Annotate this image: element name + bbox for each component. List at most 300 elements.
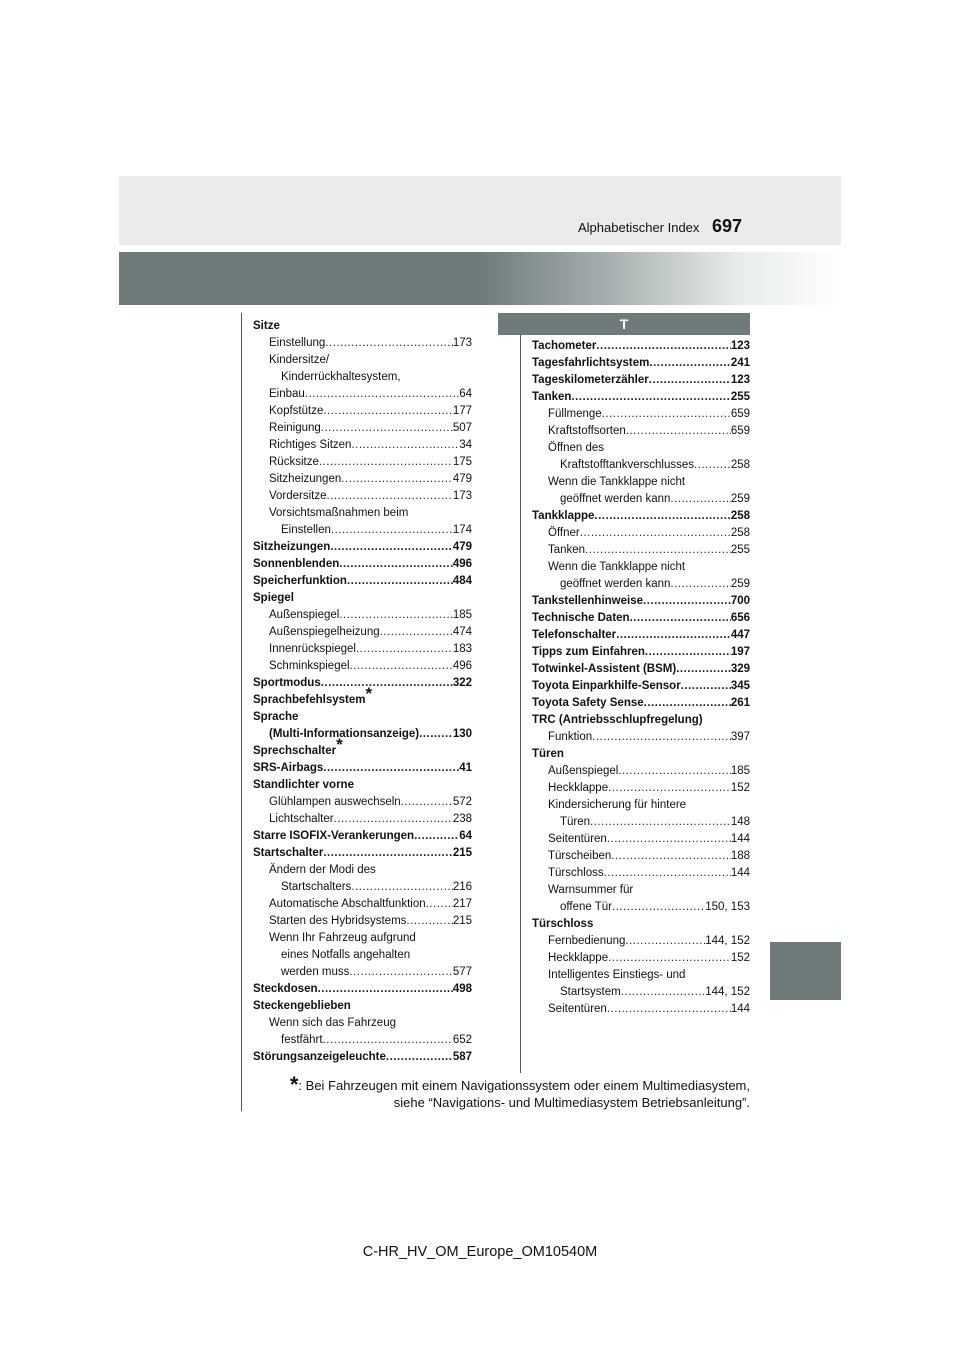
index-entry: [253, 828, 472, 845]
index-term: Kopfstütze: [269, 405, 324, 417]
index-term: Außenspiegel: [269, 609, 340, 621]
index-term: Wenn die Tankklappe nicht: [548, 561, 686, 573]
index-term: Sportmodus: [253, 677, 321, 689]
index-heading: [253, 318, 472, 335]
index-term: Seitentüren: [548, 833, 607, 845]
index-entry: [532, 644, 750, 661]
index-term: Startschalter: [253, 847, 324, 859]
index-entry: [253, 335, 472, 352]
index-term: Tankklappe: [532, 510, 595, 522]
index-entry: [253, 607, 472, 624]
index-entry: [532, 406, 750, 423]
footnote-line-1: : Bei Fahrzeugen mit einem Navigationssystem oder einem Multimediasystem,: [298, 1078, 750, 1093]
dot-leader: [323, 403, 452, 420]
page-reference: 144, 152: [705, 986, 750, 998]
index-entry: [532, 729, 750, 746]
index-term: festfährt: [281, 1034, 323, 1046]
page-reference: 659: [730, 408, 750, 420]
dot-leader: [618, 763, 730, 780]
page-reference: 185: [452, 609, 472, 621]
page-reference: 41: [459, 762, 472, 774]
page-reference: 238: [452, 813, 472, 825]
dot-leader: [608, 780, 731, 797]
dot-leader: [630, 610, 731, 627]
index-column-left: [253, 318, 472, 1066]
page-reference: 255: [730, 391, 750, 403]
page-reference: 148: [730, 816, 750, 828]
index-entry: [532, 457, 750, 474]
index-entry: [253, 675, 472, 692]
page-reference: 496: [452, 558, 472, 570]
index-term: Lichtschalter: [269, 813, 334, 825]
dot-leader: [590, 814, 731, 831]
page-reference: 261: [730, 697, 750, 709]
index-heading: [253, 709, 472, 726]
index-entry: [253, 726, 472, 743]
index-heading: [532, 797, 750, 814]
index-term: (Multi-Informationsanzeige): [269, 728, 420, 740]
index-term: Warnsummer für: [548, 884, 634, 896]
dot-leader: [325, 335, 453, 352]
index-entry: [253, 811, 472, 828]
page-reference: 507: [452, 422, 472, 434]
dot-leader: [414, 828, 459, 845]
index-term: Wenn die Tankklappe nicht: [548, 476, 686, 488]
index-entry: [532, 865, 750, 882]
footnote-star: *: [289, 1072, 299, 1097]
page-reference: 329: [730, 663, 750, 675]
page-reference: 144: [730, 833, 750, 845]
dot-leader: [670, 576, 730, 593]
page-reference: 185: [730, 765, 750, 777]
index-term: Sprachbefehlsystem: [253, 694, 366, 706]
dot-leader: [607, 1001, 731, 1018]
index-entry: [532, 831, 750, 848]
index-term: Ändern der Modi des: [269, 864, 376, 876]
index-entry: [253, 981, 472, 998]
page-reference: 700: [730, 595, 750, 607]
dot-leader: [626, 423, 731, 440]
index-term: Seitentüren: [548, 1003, 607, 1015]
index-entry: [253, 896, 472, 913]
page-reference: 123: [730, 374, 750, 386]
index-term: Starre ISOFIX-Verankerungen: [253, 830, 415, 842]
index-heading: [253, 505, 472, 522]
index-heading: [532, 440, 750, 457]
letter-heading: T: [498, 313, 750, 335]
dot-leader: [380, 624, 453, 641]
index-entry: [532, 950, 750, 967]
page-reference: 447: [730, 629, 750, 641]
page-reference: 64: [459, 388, 472, 400]
page-reference: 144: [730, 867, 750, 879]
dot-leader: [305, 386, 459, 403]
page-reference: 173: [452, 337, 472, 349]
index-entry: [253, 641, 472, 658]
page-number: 697: [712, 216, 743, 236]
index-term: Außenspiegel: [548, 765, 619, 777]
index-entry: [532, 627, 750, 644]
footnote: [253, 1072, 750, 1111]
page-reference: 397: [730, 731, 750, 743]
index-term: Türen: [532, 748, 564, 760]
index-heading: [253, 998, 472, 1015]
dot-leader: [643, 593, 731, 610]
index-term: Sitzheizungen: [269, 473, 342, 485]
index-term: Sitzheizungen: [253, 541, 331, 553]
dot-leader: [611, 848, 731, 865]
index-entry: [532, 355, 750, 372]
index-term: Standlichter vorne: [253, 779, 354, 791]
index-term: Steckengeblieben: [253, 1000, 351, 1012]
index-term: Tagesfahrlichtsystem: [532, 357, 650, 369]
middle-column-rule: [520, 333, 521, 1073]
index-entry: [253, 386, 472, 403]
index-term: Türen: [560, 816, 591, 828]
footnote-marker: *: [336, 735, 343, 754]
index-term: Wenn sich das Fahrzeug: [269, 1017, 396, 1029]
index-entry: [253, 556, 472, 573]
index-entry: [253, 624, 472, 641]
index-term: Tankstellenhinweise: [532, 595, 643, 607]
dot-leader: [621, 984, 706, 1001]
index-entry: [253, 913, 472, 930]
index-entry: [532, 763, 750, 780]
index-entry: [532, 372, 750, 389]
page-reference: 177: [452, 405, 472, 417]
dot-leader: [694, 457, 731, 474]
page-reference: 258: [730, 510, 750, 522]
page-reference: 659: [730, 425, 750, 437]
index-entry: [532, 593, 750, 610]
page-reference: 34: [459, 439, 472, 451]
index-entry: [532, 848, 750, 865]
index-entry: [532, 542, 750, 559]
index-entry: [253, 403, 472, 420]
index-term: Vorsichtsmaßnahmen beim: [269, 507, 409, 519]
index-heading: [532, 712, 750, 729]
dot-leader: [321, 675, 453, 692]
page-reference: 216: [452, 881, 472, 893]
decorative-band: [119, 252, 841, 305]
dot-leader: [406, 913, 452, 930]
index-term: Einstellen: [281, 524, 331, 536]
index-entry: [253, 964, 472, 981]
page-reference: 255: [730, 544, 750, 556]
dot-leader: [331, 522, 453, 539]
index-term: Innenrückspiegel: [269, 643, 356, 655]
index-entry: [532, 508, 750, 525]
index-term: Tageskilometerzähler: [532, 374, 649, 386]
page-reference: 259: [730, 493, 750, 505]
index-heading: [253, 684, 472, 709]
dot-leader: [602, 406, 731, 423]
index-term: Fernbedienung: [548, 935, 626, 947]
index-term: Steckdosen: [253, 983, 318, 995]
index-term: Tachometer: [532, 340, 597, 352]
index-column-right: [532, 338, 750, 1018]
dot-leader: [321, 420, 453, 437]
index-term: Rücksitze: [269, 456, 319, 468]
page-reference: 215: [452, 915, 472, 927]
index-entry: [532, 1001, 750, 1018]
index-term: Füllmenge: [548, 408, 602, 420]
index-term: Funktion: [548, 731, 593, 743]
index-entry: [253, 794, 472, 811]
index-entry: [532, 389, 750, 406]
index-entry: [253, 420, 472, 437]
index-term: Automatische Abschaltfunktion: [269, 898, 426, 910]
page-reference: 496: [452, 660, 472, 672]
dot-leader: [339, 556, 453, 573]
index-term: Kindersitze/: [269, 354, 330, 366]
page-reference: 656: [730, 612, 750, 624]
index-term: Toyota Safety Sense: [532, 697, 644, 709]
index-heading: [253, 352, 472, 369]
index-entry: [253, 437, 472, 454]
dot-leader: [681, 678, 731, 695]
index-term: Kraftstoffsorten: [548, 425, 626, 437]
index-term: Sprechschalter: [253, 745, 337, 757]
page-reference: 215: [452, 847, 472, 859]
index-term: Schminkspiegel: [269, 660, 350, 672]
dot-leader: [616, 627, 731, 644]
dot-leader: [580, 525, 731, 542]
index-heading: [532, 967, 750, 984]
page-reference: 175: [452, 456, 472, 468]
dot-leader: [596, 338, 730, 355]
dot-leader: [323, 845, 453, 862]
page-reference: 152: [730, 952, 750, 964]
index-entry: [532, 780, 750, 797]
index-term: Störungsanzeigeleuchte: [253, 1051, 386, 1063]
index-term: Intelligentes Einstiegs- und: [548, 969, 686, 981]
page-reference: 123: [730, 340, 750, 352]
dot-leader: [349, 964, 452, 981]
index-entry: [532, 610, 750, 627]
page-reference: 572: [452, 796, 472, 808]
dot-leader: [604, 865, 731, 882]
index-term: eines Notfalls angehalten: [281, 949, 411, 961]
index-term: Glühlampen auswechseln: [269, 796, 401, 808]
footnote-line-2: siehe “Navigations- und Multimediasystem Betriebsanleitung”.: [393, 1095, 750, 1110]
dot-leader: [401, 794, 453, 811]
index-entry: [253, 539, 472, 556]
index-entry: [532, 423, 750, 440]
dot-leader: [334, 811, 453, 828]
page-reference: 479: [452, 541, 472, 553]
page-reference: 183: [452, 643, 472, 655]
dot-leader: [608, 950, 731, 967]
index-term: Sprache: [253, 711, 299, 723]
index-heading: [253, 947, 472, 964]
index-heading: [253, 862, 472, 879]
dot-leader: [585, 542, 731, 559]
index-heading: [532, 474, 750, 491]
index-term: Toyota Einparkhilfe-Sensor: [532, 680, 681, 692]
index-heading: [532, 559, 750, 576]
dot-leader: [649, 355, 730, 372]
index-term: werden muss: [281, 966, 350, 978]
index-entry: [532, 525, 750, 542]
index-heading: [253, 777, 472, 794]
page-reference: 474: [452, 626, 472, 638]
index-term: Öffner: [548, 527, 580, 539]
page-reference: 498: [452, 983, 472, 995]
dot-leader: [356, 641, 453, 658]
page-reference: 150, 153: [705, 901, 750, 913]
index-entry: [253, 488, 472, 505]
dot-leader: [347, 573, 453, 590]
index-term: Starten des Hybridsystems: [269, 915, 407, 927]
dot-leader: [426, 896, 453, 913]
index-entry: [253, 879, 472, 896]
index-heading: [532, 916, 750, 933]
page-reference: 241: [730, 357, 750, 369]
index-entry: [253, 454, 472, 471]
index-entry: [253, 845, 472, 862]
dot-leader: [327, 488, 453, 505]
index-term: SRS-Airbags: [253, 762, 324, 774]
dot-leader: [419, 726, 453, 743]
index-term: Sitze: [253, 320, 280, 332]
dot-leader: [607, 831, 731, 848]
page-reference: 152: [730, 782, 750, 794]
index-term: Türschloss: [532, 918, 594, 930]
index-entry: [532, 491, 750, 508]
dot-leader: [625, 933, 705, 950]
page-reference: 577: [452, 966, 472, 978]
page-reference: 258: [730, 459, 750, 471]
page-reference: 322: [452, 677, 472, 689]
index-term: Reinigung: [269, 422, 321, 434]
dot-leader: [318, 981, 453, 998]
page-reference: 345: [730, 680, 750, 692]
index-entry: [253, 658, 472, 675]
page-reference: 144: [730, 1003, 750, 1015]
index-term: Türscheiben: [548, 850, 612, 862]
index-term: Wenn Ihr Fahrzeug aufgrund: [269, 932, 416, 944]
index-term: geöffnet werden kann: [560, 578, 671, 590]
dot-leader: [594, 508, 730, 525]
index-term: Einbau: [269, 388, 305, 400]
dot-leader: [676, 661, 731, 678]
page-reference: 652: [452, 1034, 472, 1046]
page-reference: 197: [730, 646, 750, 658]
index-term: geöffnet werden kann: [560, 493, 671, 505]
document-code: C-HR_HV_OM_Europe_OM10540M: [362, 1244, 598, 1260]
index-heading: [253, 590, 472, 607]
dot-leader: [350, 658, 453, 675]
index-entry: [532, 899, 750, 916]
dot-leader: [649, 372, 731, 389]
index-entry: [253, 1049, 472, 1066]
index-entry: [253, 760, 472, 777]
index-entry: [532, 695, 750, 712]
index-term: Tipps zum Einfahren: [532, 646, 645, 658]
index-term: Startschalters: [281, 881, 352, 893]
index-term: Türschloss: [548, 867, 604, 879]
index-entry: [253, 573, 472, 590]
page-reference: 479: [452, 473, 472, 485]
page-reference: 484: [452, 575, 472, 587]
index-entry: [532, 984, 750, 1001]
index-term: Technische Daten: [532, 612, 630, 624]
page-reference: 64: [459, 830, 472, 842]
index-entry: [532, 661, 750, 678]
index-term: Richtiges Sitzen: [269, 439, 352, 451]
index-term: Startsystem: [560, 986, 621, 998]
index-entry: [253, 1032, 472, 1049]
index-term: Vordersitze: [269, 490, 327, 502]
index-term: Telefonschalter: [532, 629, 617, 641]
dot-leader: [670, 491, 730, 508]
index-entry: [532, 678, 750, 695]
dot-leader: [645, 644, 731, 661]
footnote-marker: *: [365, 684, 373, 703]
index-entry: [532, 576, 750, 593]
page-reference: 258: [730, 527, 750, 539]
index-heading: [253, 930, 472, 947]
page-reference: 174: [452, 524, 472, 536]
thumb-index-tab: [770, 942, 841, 1000]
index-heading: [532, 746, 750, 763]
index-term: Öffnen des: [548, 442, 605, 454]
index-entry: [253, 522, 472, 539]
left-column-rule: [241, 313, 242, 1111]
index-term: Außenspiegelheizung: [269, 626, 380, 638]
index-term: Totwinkel-Assistent (BSM): [532, 663, 677, 675]
index-term: Tanken: [532, 391, 572, 403]
page-reference: 130: [452, 728, 472, 740]
page-reference: 259: [730, 578, 750, 590]
dot-leader: [330, 539, 453, 556]
dot-leader: [386, 1049, 453, 1066]
index-heading: [253, 735, 472, 760]
index-term: Kraftstofftankverschlusses: [560, 459, 695, 471]
dot-leader: [351, 879, 453, 896]
index-entry: [532, 933, 750, 950]
index-entry: [253, 471, 472, 488]
dot-leader: [571, 389, 730, 406]
index-term: Tanken: [548, 544, 586, 556]
index-term: Kindersicherung für hintere: [548, 799, 687, 811]
index-heading: [253, 1015, 472, 1032]
page-reference: 217: [452, 898, 472, 910]
dot-leader: [612, 899, 705, 916]
index-term: Heckklappe: [548, 952, 609, 964]
dot-leader: [351, 437, 459, 454]
index-term: Kinderrückhaltesystem,: [281, 371, 401, 383]
index-term: Speicherfunktion: [253, 575, 347, 587]
page-reference: 188: [730, 850, 750, 862]
page-reference: 144, 152: [705, 935, 750, 947]
dot-leader: [644, 695, 731, 712]
page-reference: 173: [452, 490, 472, 502]
page-reference: 587: [452, 1051, 472, 1063]
index-term: offene Tür: [560, 901, 613, 913]
index-term: Einstellung: [269, 337, 326, 349]
dot-leader: [592, 729, 731, 746]
index-term: Spiegel: [253, 592, 294, 604]
index-heading: [532, 882, 750, 899]
index-term: Heckklappe: [548, 782, 609, 794]
index-term: TRC (Antriebsschlupfregelung): [532, 714, 703, 726]
section-title: Alphabetischer Index: [578, 220, 700, 235]
dot-leader: [319, 454, 453, 471]
dot-leader: [323, 1032, 453, 1049]
index-entry: [532, 814, 750, 831]
